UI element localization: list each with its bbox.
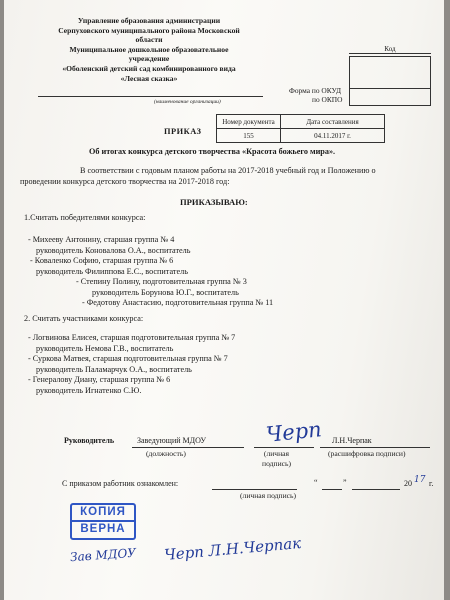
supervisor-line: руководитель Борунова Ю.Г., воспитатель <box>92 287 239 297</box>
org-caption: (наименование организации) <box>154 99 221 105</box>
participant-line: - Генералову Диану, старшая группа № 6 <box>28 375 171 384</box>
intro-line: проведении конкурса детского творчества на 2017-2018 год: <box>20 176 230 186</box>
participant-line: - Суркова Матвея, старшая подготовительная группа № 7 <box>28 354 228 363</box>
org-underline <box>38 96 263 97</box>
certification-position-hand: Зав МДОУ <box>69 545 137 565</box>
header-line: «Лесная сказка» <box>120 73 178 83</box>
section2-list <box>28 333 428 396</box>
code-label: Код <box>349 45 431 54</box>
order-title: ПРИКАЗ <box>164 127 202 136</box>
ack-year-hand: 17 <box>414 475 426 485</box>
order-word: ПРИКАЗЫВАЮ: <box>180 197 248 207</box>
supervisor-line: руководитель Коноваловa О.А., воспитатель <box>36 245 191 255</box>
position-caption: (должность) <box>146 449 186 458</box>
header-line: области <box>135 35 163 45</box>
ack-quote-close: ” <box>343 478 347 487</box>
doc-number: 155 <box>217 129 281 143</box>
section2-heading: 2. Считать участниками конкурса: <box>24 314 144 323</box>
organization-header <box>44 16 254 83</box>
supervisor-line: руководитель Немова Г.В., воспитатель <box>36 343 174 353</box>
ack-label: С приказом работник ознакомлен: <box>62 479 179 488</box>
ack-year-suffix: г. <box>429 479 434 488</box>
supervisor-line: руководитель Паламарчук О.А., воспитатель <box>36 364 192 374</box>
sign-caption: (личная подпись) <box>262 449 291 468</box>
winner-line: - Коваленко Софию, старшая группа № 6 <box>30 256 174 265</box>
okud-label: Форма по ОКУД <box>289 86 342 95</box>
okpo-label: по ОКПО <box>312 95 343 104</box>
section1-heading: 1.Считать победителями конкурса: <box>24 213 146 222</box>
order-number-table <box>216 114 385 143</box>
winner-line: - Степину Полину, подготовительная группа № 3 <box>76 277 247 286</box>
doc-date: 04.11.2017 г. <box>281 129 385 143</box>
supervisor-line: руководитель Игнатенко С.Ю. <box>36 385 142 395</box>
header-line: Управление образования администрации <box>77 16 221 25</box>
head-role-label: Руководитель <box>64 436 115 445</box>
doc-number-header: Номер документа <box>217 115 281 129</box>
header-line: Муниципальное дошкольное образовательное <box>69 44 229 54</box>
head-signature: Черп <box>264 417 323 447</box>
head-position: Заведующий МДОУ <box>137 436 207 445</box>
ack-sign-caption: (личная подпись) <box>240 491 297 500</box>
certification-signature-hand: Черп Л.Н.Черпак <box>163 534 302 564</box>
name-caption: (расшифровка подписи) <box>328 449 406 458</box>
supervisor-line: руководитель Филиппова Е.С., воспитатель <box>36 266 188 276</box>
winner-line: - Федотову Анастасию, подготовительная группа № 11 <box>82 298 274 307</box>
section1-list <box>28 235 428 309</box>
header-line: Серпуховского муниципального района Московской <box>58 25 240 35</box>
code-box <box>349 18 431 104</box>
ack-year-prefix: 20 <box>404 479 412 488</box>
intro-line: В соответствии с годовым планом работы на 2017-2018 учебный год и Положению о <box>80 166 376 175</box>
doc-date-header: Дата составления <box>281 115 385 129</box>
intro-paragraph <box>20 166 440 187</box>
document-sheet <box>4 0 444 600</box>
ack-quote-open: “ <box>314 478 318 487</box>
order-subject: Об итогах конкурса детского творчества «Красота божьего мира». <box>89 147 336 156</box>
participant-line: - Логвинова Елисея, старшая подготовительная группа № 7 <box>28 333 236 342</box>
copy-certified-stamp: КОПИЯ ВЕРНА <box>70 503 136 540</box>
winner-line: - Михееву Антонину, старшая группа № 4 <box>28 235 175 244</box>
head-name: Л.Н.Черпак <box>332 436 372 445</box>
header-line: «Оболенский детский сад комбинированного вида <box>62 63 236 73</box>
header-line: учреждение <box>128 54 170 64</box>
